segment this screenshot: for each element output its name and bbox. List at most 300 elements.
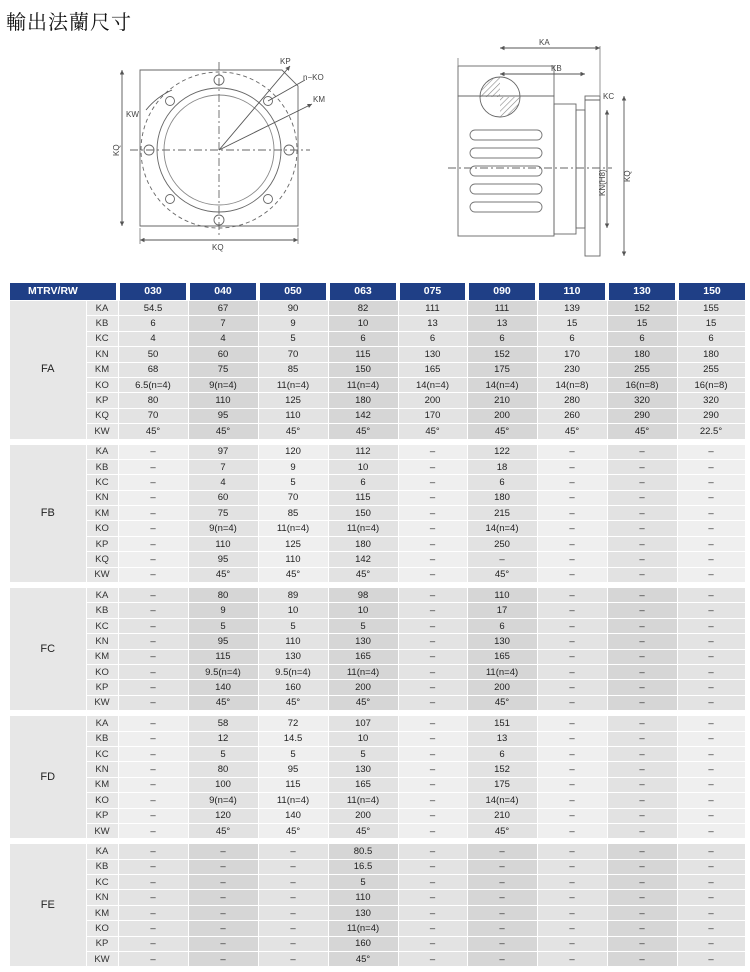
page-title: 輸出法蘭尺寸	[6, 10, 132, 34]
value-cell: –	[607, 952, 677, 970]
value-cell: 112	[328, 442, 398, 460]
value-cell: –	[118, 585, 188, 603]
param-cell: KP	[86, 536, 118, 551]
value-cell: –	[258, 905, 328, 920]
flange-front-view	[122, 62, 312, 244]
value-cell: –	[398, 823, 467, 841]
table-row	[10, 713, 745, 731]
value-cell: –	[607, 713, 677, 731]
value-cell: –	[398, 521, 467, 536]
value-cell: –	[118, 859, 188, 874]
value-cell: –	[398, 552, 467, 567]
table-row	[10, 521, 745, 536]
value-cell: –	[677, 567, 745, 585]
value-cell: –	[398, 859, 467, 874]
value-cell: –	[537, 536, 607, 551]
value-cell: –	[118, 936, 188, 951]
value-cell: 90	[258, 301, 328, 316]
value-cell: 95	[188, 634, 258, 649]
value-cell: 98	[328, 585, 398, 603]
value-cell: –	[537, 746, 607, 761]
value-cell: –	[607, 521, 677, 536]
table-row	[10, 936, 745, 951]
value-cell: –	[677, 875, 745, 890]
table-row	[10, 424, 745, 442]
flange-spigot	[576, 110, 585, 228]
value-cell: 12	[188, 731, 258, 746]
table-row	[10, 890, 745, 905]
value-cell: –	[607, 634, 677, 649]
value-cell: –	[607, 859, 677, 874]
table-row	[10, 649, 745, 664]
value-cell: 5	[328, 618, 398, 633]
value-cell: 170	[537, 347, 607, 362]
value-cell: –	[677, 618, 745, 633]
value-cell: –	[607, 442, 677, 460]
value-cell: 130	[328, 634, 398, 649]
value-cell: 5	[258, 618, 328, 633]
value-cell: –	[607, 475, 677, 490]
value-cell: 11(n=4)	[328, 521, 398, 536]
value-cell: –	[118, 490, 188, 505]
value-cell: 6	[467, 331, 537, 346]
value-cell: 5	[328, 746, 398, 761]
value-cell: –	[398, 536, 467, 551]
value-cell: –	[118, 713, 188, 731]
param-cell: KB	[86, 859, 118, 874]
value-cell: 45°	[328, 695, 398, 713]
value-cell: –	[118, 603, 188, 618]
header-size: 063	[328, 283, 398, 301]
value-cell: –	[537, 808, 607, 823]
value-cell: –	[537, 936, 607, 951]
value-cell: –	[607, 506, 677, 521]
value-cell: 14.5	[258, 731, 328, 746]
value-cell: –	[537, 475, 607, 490]
value-cell: 45°	[398, 424, 467, 442]
value-cell: –	[677, 841, 745, 859]
value-cell: 120	[188, 808, 258, 823]
value-cell: 45°	[118, 424, 188, 442]
value-cell: –	[118, 875, 188, 890]
value-cell: 45°	[258, 695, 328, 713]
value-cell: –	[188, 936, 258, 951]
value-cell: –	[398, 777, 467, 792]
value-cell: –	[118, 459, 188, 474]
value-cell: –	[467, 859, 537, 874]
value-cell: 110	[467, 585, 537, 603]
value-cell: –	[118, 442, 188, 460]
value-cell: 45°	[188, 823, 258, 841]
value-cell: –	[118, 680, 188, 695]
value-cell: –	[398, 808, 467, 823]
value-cell: –	[188, 890, 258, 905]
table-row	[10, 301, 745, 316]
table-row	[10, 746, 745, 761]
value-cell: –	[537, 442, 607, 460]
value-cell: 152	[607, 301, 677, 316]
table-row	[10, 618, 745, 633]
value-cell: 4	[188, 331, 258, 346]
value-cell: 15	[537, 316, 607, 331]
value-cell: 85	[258, 362, 328, 377]
param-cell: KN	[86, 347, 118, 362]
value-cell: –	[537, 793, 607, 808]
value-cell: –	[537, 731, 607, 746]
param-cell: KQ	[86, 552, 118, 567]
value-cell: 152	[467, 762, 537, 777]
value-cell: –	[607, 875, 677, 890]
value-cell: 82	[328, 301, 398, 316]
value-cell: –	[537, 762, 607, 777]
bolt-hole	[264, 195, 273, 204]
table-row	[10, 905, 745, 920]
label-ka: KA	[539, 38, 550, 47]
table-row	[10, 585, 745, 603]
value-cell: 200	[467, 408, 537, 423]
value-cell: –	[118, 664, 188, 679]
value-cell: 16(n=8)	[677, 377, 745, 392]
value-cell: –	[537, 875, 607, 890]
value-cell: –	[398, 731, 467, 746]
value-cell: –	[677, 921, 745, 936]
value-cell: –	[188, 921, 258, 936]
param-cell: KP	[86, 936, 118, 951]
value-cell: –	[677, 808, 745, 823]
value-cell: 9	[258, 459, 328, 474]
value-cell: –	[118, 475, 188, 490]
value-cell: 13	[467, 316, 537, 331]
value-cell: 110	[188, 393, 258, 408]
param-cell: KA	[86, 442, 118, 460]
label-kw: KW	[126, 110, 139, 119]
value-cell: 14(n=4)	[398, 377, 467, 392]
table-row	[10, 808, 745, 823]
value-cell: 250	[467, 536, 537, 551]
header-size: 130	[607, 283, 677, 301]
value-cell: –	[537, 618, 607, 633]
value-cell: 80	[188, 585, 258, 603]
value-cell: 11(n=4)	[328, 664, 398, 679]
housing-top	[458, 66, 554, 96]
value-cell: –	[118, 506, 188, 521]
value-cell: –	[118, 890, 188, 905]
value-cell: –	[537, 567, 607, 585]
param-cell: KO	[86, 521, 118, 536]
param-cell: KA	[86, 301, 118, 316]
value-cell: 9	[188, 603, 258, 618]
value-cell: –	[398, 695, 467, 713]
value-cell: –	[398, 762, 467, 777]
value-cell: 6	[537, 331, 607, 346]
value-cell: 130	[328, 762, 398, 777]
value-cell: 11(n=4)	[258, 521, 328, 536]
value-cell: –	[398, 905, 467, 920]
value-cell: 11(n=4)	[258, 793, 328, 808]
param-cell: KB	[86, 316, 118, 331]
table-row	[10, 603, 745, 618]
value-cell: –	[607, 664, 677, 679]
value-cell: –	[258, 936, 328, 951]
value-cell: –	[118, 762, 188, 777]
table-row	[10, 859, 745, 874]
value-cell: 230	[537, 362, 607, 377]
value-cell: 107	[328, 713, 398, 731]
value-cell: 255	[677, 362, 745, 377]
value-cell: –	[537, 952, 607, 970]
value-cell: –	[537, 664, 607, 679]
value-cell: –	[537, 603, 607, 618]
value-cell: –	[188, 905, 258, 920]
table-row	[10, 331, 745, 346]
value-cell: 10	[328, 731, 398, 746]
table-row	[10, 695, 745, 713]
header-size: 030	[118, 283, 188, 301]
value-cell: –	[677, 777, 745, 792]
value-cell: 140	[258, 808, 328, 823]
value-cell: –	[118, 823, 188, 841]
param-cell: KW	[86, 823, 118, 841]
value-cell: –	[607, 841, 677, 859]
value-cell: 85	[258, 506, 328, 521]
label-kc: KC	[603, 92, 615, 101]
value-cell: 89	[258, 585, 328, 603]
value-cell: 100	[188, 777, 258, 792]
value-cell: –	[677, 459, 745, 474]
value-cell: 290	[677, 408, 745, 423]
value-cell: 15	[677, 316, 745, 331]
value-cell: –	[677, 890, 745, 905]
value-cell: 115	[188, 649, 258, 664]
value-cell: 175	[467, 362, 537, 377]
value-cell: 110	[258, 634, 328, 649]
value-cell: 210	[467, 393, 537, 408]
value-cell: 110	[258, 408, 328, 423]
value-cell: 165	[328, 649, 398, 664]
param-cell: KB	[86, 731, 118, 746]
value-cell: –	[467, 905, 537, 920]
kw-angle-arc	[146, 90, 172, 110]
table-row	[10, 841, 745, 859]
value-cell: 152	[467, 347, 537, 362]
table-row	[10, 762, 745, 777]
value-cell: 54.5	[118, 301, 188, 316]
value-cell: 95	[258, 762, 328, 777]
value-cell: 45°	[467, 424, 537, 442]
value-cell: –	[188, 859, 258, 874]
param-cell: KC	[86, 331, 118, 346]
value-cell: –	[677, 490, 745, 505]
header-size: 075	[398, 283, 467, 301]
value-cell: –	[677, 823, 745, 841]
value-cell: –	[467, 890, 537, 905]
value-cell: –	[677, 793, 745, 808]
value-cell: –	[258, 841, 328, 859]
label-km: KM	[313, 95, 325, 104]
flange-dimension-table	[10, 283, 746, 972]
table-row	[10, 490, 745, 505]
value-cell: 6	[467, 618, 537, 633]
value-cell: 16(n=8)	[607, 377, 677, 392]
value-cell: –	[118, 905, 188, 920]
value-cell: –	[607, 762, 677, 777]
table-row	[10, 823, 745, 841]
value-cell: 70	[118, 408, 188, 423]
value-cell: –	[398, 890, 467, 905]
value-cell: –	[537, 459, 607, 474]
value-cell: –	[188, 841, 258, 859]
param-cell: KM	[86, 506, 118, 521]
value-cell: –	[398, 793, 467, 808]
value-cell: 11(n=4)	[467, 664, 537, 679]
series-label: FD	[10, 713, 86, 841]
value-cell: 160	[258, 680, 328, 695]
value-cell: 14(n=4)	[467, 793, 537, 808]
param-cell: KP	[86, 808, 118, 823]
param-cell: KM	[86, 362, 118, 377]
value-cell: –	[398, 713, 467, 731]
value-cell: –	[537, 777, 607, 792]
value-cell: –	[607, 905, 677, 920]
value-cell: 45°	[258, 823, 328, 841]
value-cell: 17	[467, 603, 537, 618]
value-cell: 9(n=4)	[188, 521, 258, 536]
value-cell: 175	[467, 777, 537, 792]
value-cell: 45°	[328, 823, 398, 841]
value-cell: –	[677, 936, 745, 951]
value-cell: 4	[118, 331, 188, 346]
value-cell: 6	[328, 331, 398, 346]
value-cell: 180	[607, 347, 677, 362]
value-cell: 200	[467, 680, 537, 695]
value-cell: –	[118, 521, 188, 536]
value-cell: –	[677, 731, 745, 746]
value-cell: –	[398, 567, 467, 585]
param-cell: KN	[86, 490, 118, 505]
value-cell: –	[398, 746, 467, 761]
value-cell: –	[677, 695, 745, 713]
value-cell: 215	[467, 506, 537, 521]
table-row	[10, 921, 745, 936]
value-cell: 14(n=4)	[467, 521, 537, 536]
value-cell: 110	[328, 890, 398, 905]
value-cell: –	[677, 680, 745, 695]
value-cell: 130	[398, 347, 467, 362]
value-cell: 125	[258, 393, 328, 408]
table-row	[10, 634, 745, 649]
value-cell: –	[467, 841, 537, 859]
header-model: MTRV/RW	[10, 283, 118, 301]
flange-drawings	[0, 0, 750, 283]
value-cell: –	[398, 603, 467, 618]
value-cell: 110	[188, 536, 258, 551]
table-header-row	[10, 283, 745, 301]
value-cell: –	[118, 552, 188, 567]
value-cell: 45°	[537, 424, 607, 442]
value-cell: 122	[467, 442, 537, 460]
table-row	[10, 536, 745, 551]
value-cell: –	[677, 762, 745, 777]
label-kq-horizontal: KQ	[212, 243, 224, 252]
value-cell: 170	[398, 408, 467, 423]
value-cell: –	[677, 585, 745, 603]
value-cell: –	[677, 634, 745, 649]
value-cell: 115	[328, 490, 398, 505]
value-cell: 165	[467, 649, 537, 664]
value-cell: 6	[467, 746, 537, 761]
value-cell: 5	[258, 475, 328, 490]
value-cell: 14(n=4)	[467, 377, 537, 392]
value-cell: 45°	[607, 424, 677, 442]
value-cell: 9(n=4)	[188, 377, 258, 392]
value-cell: –	[537, 823, 607, 841]
label-kb: KB	[551, 64, 562, 73]
value-cell: –	[607, 603, 677, 618]
header-size: 110	[537, 283, 607, 301]
value-cell: 5	[188, 618, 258, 633]
value-cell: 45°	[188, 695, 258, 713]
value-cell: –	[118, 777, 188, 792]
value-cell: –	[537, 713, 607, 731]
value-cell: 67	[188, 301, 258, 316]
value-cell: –	[537, 890, 607, 905]
param-cell: KC	[86, 746, 118, 761]
table-row	[10, 442, 745, 460]
value-cell: –	[677, 603, 745, 618]
value-cell: 130	[258, 649, 328, 664]
value-cell: 10	[328, 459, 398, 474]
value-cell: –	[537, 634, 607, 649]
value-cell: 45°	[258, 567, 328, 585]
value-cell: –	[398, 442, 467, 460]
value-cell: –	[258, 890, 328, 905]
value-cell: –	[118, 618, 188, 633]
value-cell: 111	[398, 301, 467, 316]
param-cell: KM	[86, 777, 118, 792]
value-cell: –	[118, 841, 188, 859]
value-cell: 6	[118, 316, 188, 331]
table-row	[10, 664, 745, 679]
value-cell: 142	[328, 552, 398, 567]
value-cell: 111	[467, 301, 537, 316]
param-cell: KQ	[86, 408, 118, 423]
value-cell: –	[118, 808, 188, 823]
value-cell: 10	[258, 603, 328, 618]
value-cell: 45°	[328, 952, 398, 970]
value-cell: 45°	[328, 424, 398, 442]
param-cell: KC	[86, 875, 118, 890]
nko-leader	[268, 80, 305, 101]
value-cell: 120	[258, 442, 328, 460]
value-cell: 97	[188, 442, 258, 460]
header-size: 050	[258, 283, 328, 301]
value-cell: –	[607, 823, 677, 841]
value-cell: 7	[188, 459, 258, 474]
value-cell: 45°	[467, 567, 537, 585]
value-cell: –	[537, 649, 607, 664]
param-cell: KW	[86, 424, 118, 442]
table-row	[10, 393, 745, 408]
table-row	[10, 316, 745, 331]
param-cell: KW	[86, 567, 118, 585]
table-row	[10, 362, 745, 377]
value-cell: 7	[188, 316, 258, 331]
value-cell: 15	[607, 316, 677, 331]
value-cell: –	[677, 506, 745, 521]
value-cell: 14(n=8)	[537, 377, 607, 392]
value-cell: –	[118, 649, 188, 664]
value-cell: 70	[258, 490, 328, 505]
